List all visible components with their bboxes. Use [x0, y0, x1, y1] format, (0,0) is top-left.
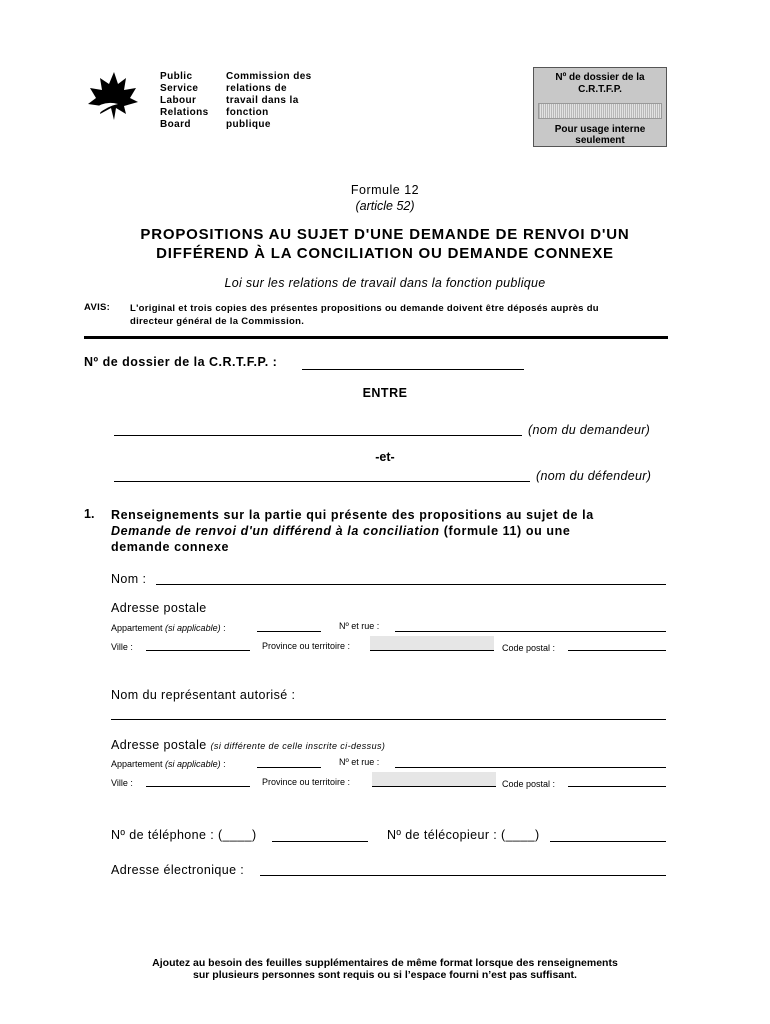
- city-2-label: Ville :: [111, 778, 133, 788]
- applicant-label: (nom du demandeur): [528, 423, 651, 437]
- province-label: Province ou territoire :: [262, 641, 351, 651]
- province-2-select[interactable]: [372, 772, 496, 787]
- notice-label: AVIS:: [84, 302, 111, 313]
- province-select[interactable]: [370, 636, 494, 651]
- apartment-field[interactable]: [257, 631, 321, 632]
- english-board-name: Public Service Labour Relations Board: [160, 71, 209, 130]
- representative-field[interactable]: [111, 719, 666, 720]
- file-number-label: Nº de dossier de la C.R.T.F.P. :: [84, 355, 278, 369]
- postal-code-field[interactable]: [568, 650, 666, 651]
- phone-label: Nº de téléphone : (____): [111, 828, 257, 842]
- notice-text: L'original et trois copies des présentes propositions ou demande doivent être déposés auprès du directeur général de la Commission.: [130, 303, 599, 327]
- apartment-2-label: Appartement (si applicable) :: [111, 759, 226, 769]
- and-label: -et-: [375, 450, 395, 464]
- name-label: Nom :: [111, 572, 147, 586]
- postal-code-label: Code postal :: [502, 643, 556, 653]
- footer-note: Ajoutez au besoin des feuilles supplémentaires de même format lorsque des renseignements sur plusieurs personnes sont requis ou si l’espace fourni n’est pas suffisant.: [152, 957, 618, 981]
- phone-field[interactable]: [272, 841, 368, 842]
- postal-code-2-label: Code postal :: [502, 779, 556, 789]
- box-title: Nº de dossier de la C.R.T.F.P.: [555, 72, 645, 95]
- street-label: Nº et rue :: [339, 621, 380, 631]
- fax-field[interactable]: [550, 841, 666, 842]
- respondent-label: (nom du défendeur): [536, 469, 652, 483]
- file-number-field[interactable]: [302, 369, 524, 370]
- apartment-label: Appartement (si applicable) :: [111, 623, 226, 633]
- applicant-name-field[interactable]: [114, 435, 522, 436]
- fax-label: Nº de télécopieur : (____): [387, 828, 540, 842]
- french-board-name: Commission des relations de travail dans la fonction publique: [226, 71, 312, 130]
- street-field[interactable]: [395, 631, 666, 632]
- province-2-label: Province ou territoire :: [262, 777, 351, 787]
- street-2-label: Nº et rue :: [339, 757, 380, 767]
- postal-code-2-field[interactable]: [568, 786, 666, 787]
- email-label: Adresse électronique :: [111, 863, 245, 877]
- internal-file-number-field[interactable]: [538, 103, 662, 119]
- street-2-field[interactable]: [395, 767, 666, 768]
- internal-use-label: Pour usage interne seulement: [554, 124, 646, 146]
- form-title: PROPOSITIONS AU SUJET D'UNE DEMANDE DE RENVOI D'UN DIFFÉREND À LA CONCILIATION OU DEMANDE CONNEXE: [140, 226, 630, 262]
- internal-use-box: [533, 67, 667, 147]
- email-field[interactable]: [260, 875, 666, 876]
- postal-address-label: Adresse postale: [111, 601, 207, 615]
- respondent-name-field[interactable]: [114, 481, 530, 482]
- act-name: Loi sur les relations de travail dans la fonction publique: [224, 276, 546, 290]
- maple-leaf-icon: [84, 70, 140, 122]
- apartment-2-field[interactable]: [257, 767, 321, 768]
- postal-address-2-label: Adresse postale (si différente de celle inscrite ci-dessus): [111, 738, 386, 752]
- section-heading: Renseignements sur la partie qui présente des propositions au sujet de la Demande de renvoi d'un différend à la conciliation (formule 11) ou une demande connexe: [111, 508, 594, 554]
- between-label: ENTRE: [362, 386, 408, 400]
- city-label: Ville :: [111, 642, 133, 652]
- form-number: Formule 12: [350, 183, 420, 197]
- section-number: 1.: [84, 507, 95, 521]
- city-field[interactable]: [146, 650, 250, 651]
- city-2-field[interactable]: [146, 786, 250, 787]
- form-article: (article 52): [355, 199, 415, 213]
- name-field[interactable]: [156, 584, 666, 585]
- section-divider: [84, 336, 668, 339]
- representative-label: Nom du représentant autorisé :: [111, 688, 296, 702]
